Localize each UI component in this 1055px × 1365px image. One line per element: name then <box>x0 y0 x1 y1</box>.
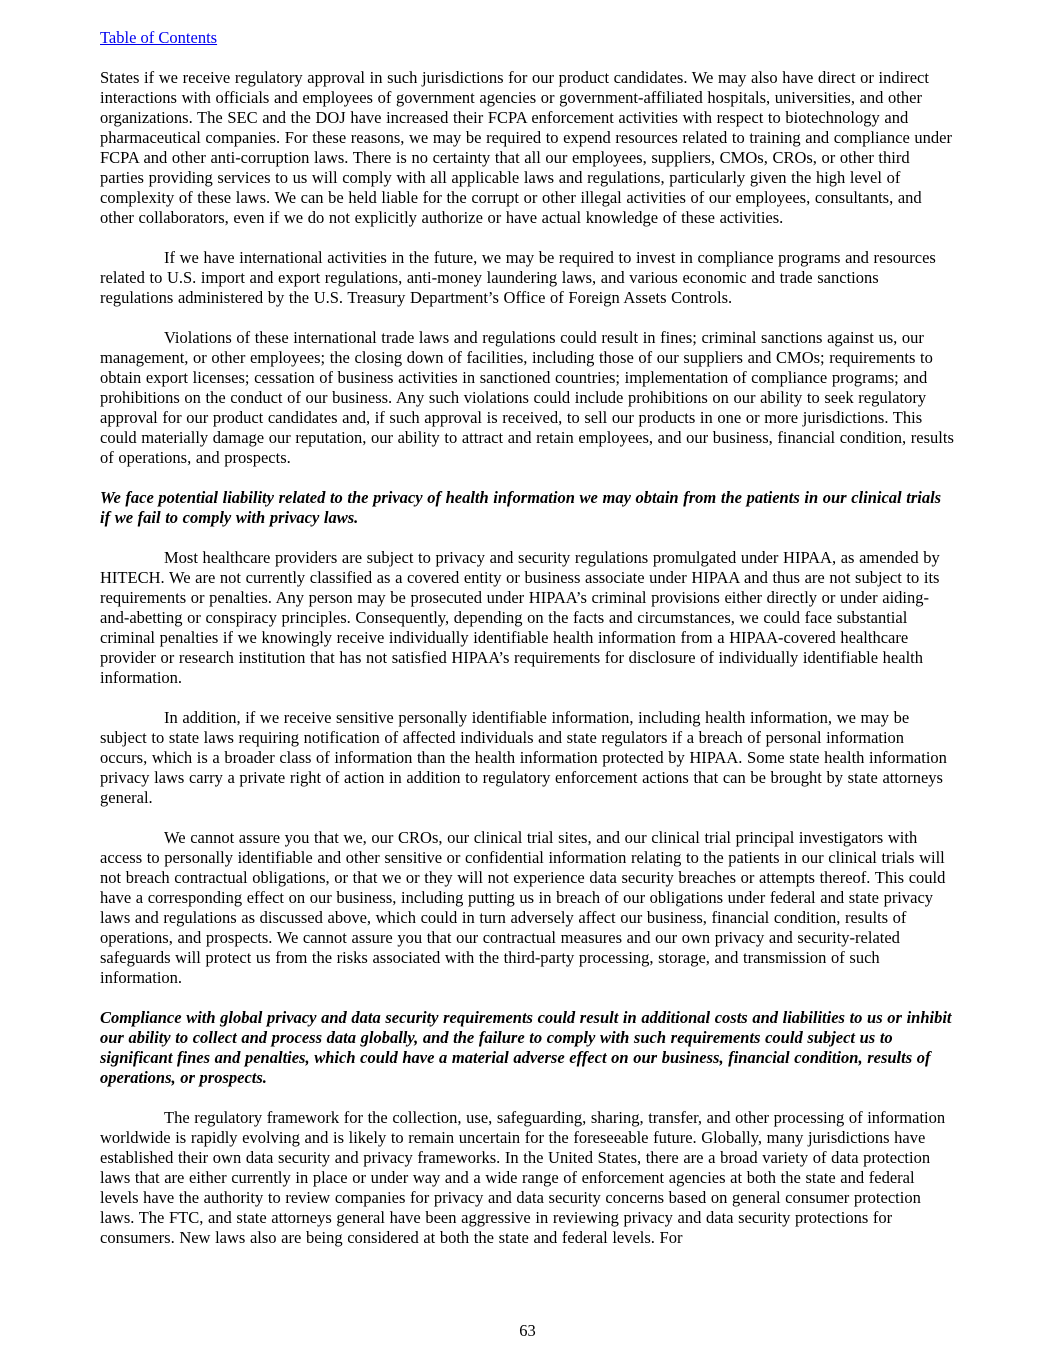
page-number: 63 <box>519 1321 536 1340</box>
section-heading-global-privacy-compliance: Compliance with global privacy and data security requirements could result in additional costs and liabilities to us or inhibit our ability to collect and process data globally, and the failure to comply with such requirements could subject us to significant fines and penalties, which could have a material adverse effect on our business, financial condition, results of operations, or prospects. <box>100 1008 952 1087</box>
paragraph-hipaa: Most healthcare providers are subject to privacy and security regulations promulgated under HIPAA, as amended by HITECH. We are not currently classified as a covered entity or business associate under HIPAA and thus are not subject to its requirements or penalties. Any person may be prosecuted under HIPAA’s criminal provisions either directly or under aiding-and-abetting or conspiracy principles. Consequently, depending on the facts and circumstances, we could face substantial criminal penalties if we knowingly receive individually identifiable health information from a HIPAA-covered healthcare provider or research institution that has not satisfied HIPAA’s requirements for disclosure of individually identifiable health information. <box>100 548 940 687</box>
paragraph-fcpa-continuation: States if we receive regulatory approval in such jurisdictions for our product candidates. We may also have direct or indirect interactions with officials and employees of government agencies or government-affiliated hospitals, universities, and other organizations. The SEC and the DOJ have increased their FCPA enforcement activities with respect to biotechnology and pharmaceutical companies. For these reasons, we may be required to expend resources related to training and compliance under FCPA and other anti-corruption laws. There is no certainty that all our employees, suppliers, CMOs, CROs, or other third parties providing services to us will comply with all applicable laws and regulations, particularly given the high level of complexity of these laws. We can be held liable for the corrupt or other illegal activities of our employees, consultants, and other collaborators, even if we do not explicitly authorize or have actual knowledge of these activities. <box>100 68 952 227</box>
breadcrumb <box>100 28 955 48</box>
table-of-contents-link[interactable]: Table of Contents <box>100 28 218 47</box>
paragraph-regulatory-framework: The regulatory framework for the collection, use, safeguarding, sharing, transfer, and other processing of information worldwide is rapidly evolving and is likely to remain uncertain for the foreseeable future. Globally, many jurisdictions have established their own data security and privacy frameworks. In the United States, there are a broad variety of data protection laws that are either currently in place or under way and a wide range of enforcement agencies at both the state and federal levels have the authority to review companies for privacy and data security concerns based on general consumer protection laws. The FTC, and state attorneys general have been aggressive in reviewing privacy and data security protections for consumers. New laws also are being considered at both the state and federal levels. For <box>100 1108 946 1247</box>
paragraph-international-activities: If we have international activities in the future, we may be required to invest in compliance programs and resources related to U.S. import and export regulations, anti-money laundering laws, and various economic and trade sanctions regulations administered by the U.S. Treasury Department’s Office of Foreign Assets Controls. <box>100 248 936 307</box>
section-heading-privacy-liability: We face potential liability related to the privacy of health information we may obtain from the patients in our clinical trials if we fail to comply with privacy laws. <box>100 488 942 527</box>
paragraph-cro-data-security: We cannot assure you that we, our CROs, our clinical trial sites, and our clinical trial principal investigators with access to personally identifiable and other sensitive or confidential information relating to the patients in our clinical trials will not breach contractual obligations, or that we or they will not experience data security breaches or attempts thereof. This could have a corresponding effect on our business, including putting us in breach of our obligations under federal and state privacy laws and regulations as discussed above, which could in turn adversely affect our business, financial condition, results of operations, and prospects. We cannot assure you that our contractual measures and our own privacy and security-related safeguards will protect us from the risks associated with the third-party processing, storage, and transmission of such information. <box>100 828 946 987</box>
paragraph-state-laws: In addition, if we receive sensitive personally identifiable information, including health information, we may be subject to state laws requiring notification of affected individuals and state regulators if a breach of personal information occurs, which is a broader class of information than the health information protected by HIPAA. Some state health information privacy laws carry a private right of action in addition to regulatory enforcement actions that can be brought by state attorneys general. <box>100 708 947 807</box>
paragraph-trade-law-violations: Violations of these international trade laws and regulations could result in fines; criminal sanctions against us, our management, or other employees; the closing down of facilities, including those of our suppliers and CMOs; requirements to obtain export licenses; cessation of business activities in sanctioned countries; implementation of compliance programs; and prohibitions on the conduct of our business. Any such violations could include prohibitions on our ability to seek regulatory approval for our product candidates and, if such approval is received, to sell our products in one or more jurisdictions. This could materially damage our reputation, our ability to attract and retain employees, and our business, financial condition, results of operations, and prospects. <box>100 328 954 467</box>
